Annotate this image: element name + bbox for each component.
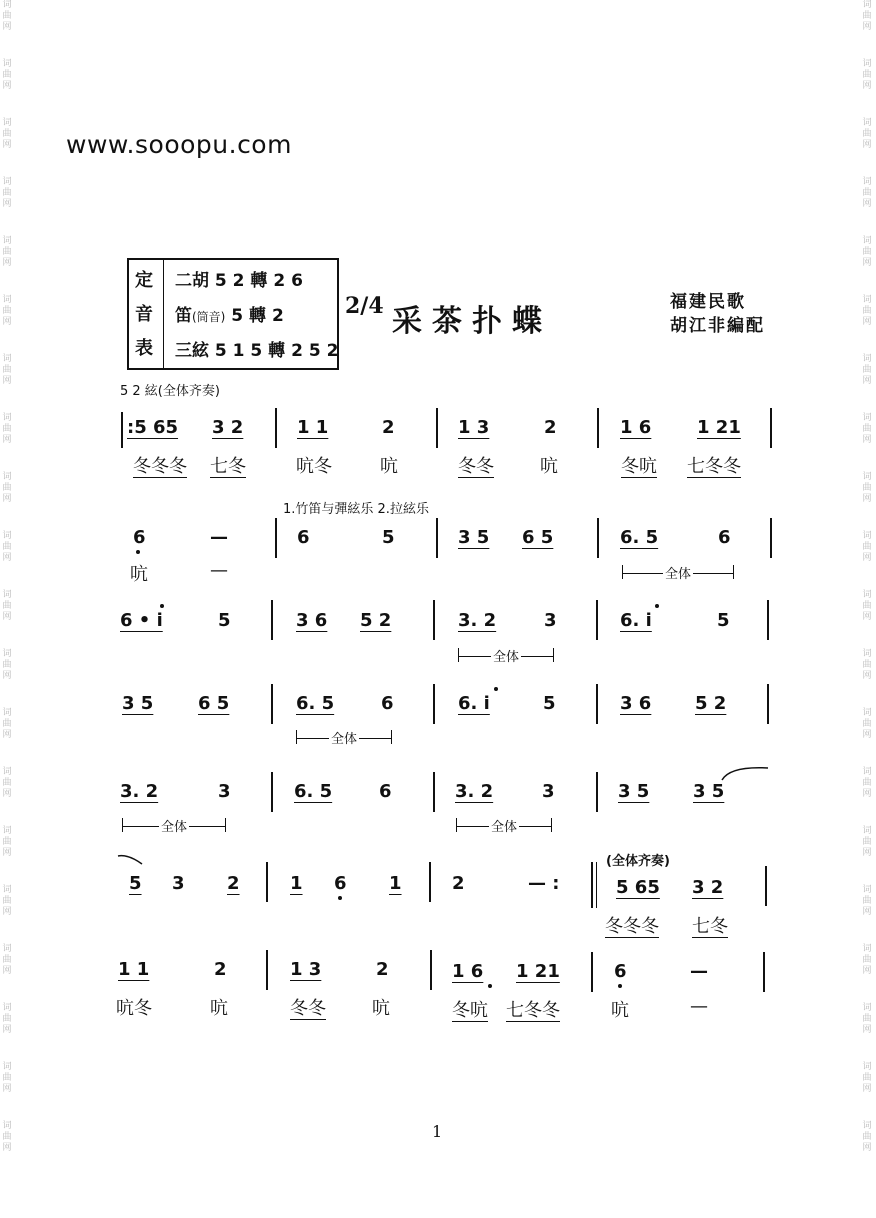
watermark-char: 词: [2, 59, 12, 69]
watermark-char: 词: [862, 885, 872, 895]
watermark-char: 曲: [862, 70, 872, 80]
watermark-char: 词: [862, 1003, 872, 1013]
note: 6: [379, 781, 392, 802]
watermark-right: [860, 0, 874, 1218]
watermark-char: 曲: [2, 129, 12, 139]
song-title: 采茶扑蝶: [392, 304, 552, 339]
watermark-char: 词: [862, 1062, 872, 1072]
barline: [271, 600, 273, 640]
note: 5 65: [616, 877, 660, 898]
barline: [770, 408, 772, 448]
watermark-char: 曲: [862, 365, 872, 375]
credit-arranger: 胡江非編配: [670, 316, 765, 336]
note: 3 5: [458, 527, 490, 548]
note: 2: [452, 873, 465, 894]
note: 1 21: [697, 417, 741, 438]
low-octave-dot: [136, 550, 140, 554]
note: 1: [290, 873, 303, 894]
lyric: —: [690, 996, 708, 1017]
watermark-char: 网: [2, 789, 12, 799]
watermark-char: 网: [2, 317, 12, 327]
watermark-char: 网: [862, 848, 872, 858]
lyric: 吭冬: [116, 998, 152, 1019]
watermark-char: 网: [2, 494, 12, 504]
note: 3 6: [296, 610, 328, 631]
tuning-erhu: 二胡 5 2 轉 2 6: [175, 271, 303, 291]
lyric: 吭: [540, 456, 558, 477]
watermark-char: 词: [2, 177, 12, 187]
watermark-char: 网: [2, 1025, 12, 1035]
lyric: 吭: [210, 998, 228, 1019]
watermark-char: 曲: [862, 306, 872, 316]
credit: [670, 290, 765, 338]
watermark-char: 词: [2, 472, 12, 482]
lyric: 冬冬: [290, 998, 326, 1019]
watermark-char: 网: [862, 1025, 872, 1035]
barline: [266, 862, 268, 902]
lyric: 吭: [611, 1000, 629, 1021]
watermark-char: 词: [862, 118, 872, 128]
barline: [596, 684, 598, 724]
watermark-char: 词: [2, 354, 12, 364]
watermark-char: 词: [862, 708, 872, 718]
watermark-char: 曲: [862, 247, 872, 257]
barline: [596, 600, 598, 640]
lyric: 吭: [372, 998, 390, 1019]
watermark-char: 词: [862, 472, 872, 482]
high-octave-dot: [655, 604, 659, 608]
low-octave-dot: [338, 896, 342, 900]
watermark-char: 网: [862, 140, 872, 150]
repeat-end-bar-thin: [596, 862, 597, 908]
watermark-char: 曲: [2, 1014, 12, 1024]
watermark-char: 网: [2, 612, 12, 622]
watermark-char: 网: [862, 553, 872, 563]
watermark-char: 曲: [2, 719, 12, 729]
intro-annotation: 5 2 絃(全体齐奏): [120, 384, 220, 399]
barline: [767, 600, 769, 640]
tie-curve: [116, 852, 146, 868]
note: 1 21: [516, 961, 560, 982]
note: 1 3: [458, 417, 490, 438]
barline: [765, 866, 767, 906]
watermark-char: 词: [2, 413, 12, 423]
barline: [597, 408, 599, 448]
watermark-char: 网: [2, 730, 12, 740]
watermark-char: 网: [2, 907, 12, 917]
note: 3. 2: [455, 781, 494, 802]
tie-curve: [720, 764, 770, 784]
barline: [436, 408, 438, 448]
watermark-char: 网: [2, 435, 12, 445]
barline: [275, 408, 277, 448]
watermark-char: 网: [862, 494, 872, 504]
note: 3 5: [693, 781, 725, 802]
end-barline: [763, 952, 765, 992]
watermark-char: 词: [862, 0, 872, 10]
watermark-char: 曲: [2, 778, 12, 788]
watermark-char: 网: [2, 376, 12, 386]
lyric: 七冬冬: [506, 1000, 560, 1021]
note: — :: [528, 873, 560, 894]
tuning-sanxian: 三絃 5 1 5 轉 2 5 2: [175, 341, 339, 361]
barline: [433, 684, 435, 724]
watermark-char: 词: [862, 767, 872, 777]
watermark-char: 词: [2, 944, 12, 954]
tuning-label-2: 音: [135, 304, 153, 325]
lyric: 冬吭: [452, 1000, 488, 1021]
tuning-dizi: 笛(筒音) 5 轉 2: [175, 306, 284, 326]
watermark-char: 网: [862, 612, 872, 622]
note: 6. 5: [294, 781, 333, 802]
lyric: 冬冬: [458, 456, 494, 477]
repeat-end-bar: [591, 862, 593, 908]
tuning-label-3: 表: [135, 338, 153, 359]
watermark-char: 网: [2, 199, 12, 209]
watermark-char: 词: [862, 177, 872, 187]
watermark-left: [0, 0, 14, 1218]
note: 1 3: [290, 959, 322, 980]
watermark-char: 曲: [2, 896, 12, 906]
note: 6: [718, 527, 731, 548]
watermark-char: 词: [862, 649, 872, 659]
watermark-char: 曲: [2, 1073, 12, 1083]
high-octave-dot: [160, 604, 164, 608]
lyric: 七冬冬: [687, 456, 741, 477]
lyric: —: [210, 560, 228, 581]
note: —: [690, 961, 708, 982]
tutti-annotation: (全体齐奏): [606, 854, 670, 869]
barline: [591, 952, 593, 992]
watermark-char: 网: [2, 1143, 12, 1153]
note: —: [210, 527, 228, 548]
watermark-char: 词: [862, 531, 872, 541]
watermark-char: 网: [862, 1084, 872, 1094]
watermark-char: 曲: [862, 778, 872, 788]
credit-origin: 福建民歌: [670, 292, 746, 312]
note: 1: [389, 873, 402, 894]
barline: [433, 600, 435, 640]
watermark-char: 词: [862, 59, 872, 69]
watermark-char: 曲: [2, 70, 12, 80]
tutti-bracket: 全体: [296, 730, 392, 744]
note: 2: [544, 417, 557, 438]
barline: [429, 862, 431, 902]
watermark-char: 词: [2, 590, 12, 600]
note: 5: [717, 610, 730, 631]
watermark-char: 曲: [862, 542, 872, 552]
watermark-char: 网: [862, 317, 872, 327]
watermark-char: 词: [862, 590, 872, 600]
watermark-char: 词: [2, 236, 12, 246]
note: 3 6: [620, 693, 652, 714]
note: 5: [382, 527, 395, 548]
watermark-char: 曲: [862, 1132, 872, 1142]
note: 2: [214, 959, 227, 980]
note: 3. 2: [458, 610, 497, 631]
watermark-char: 曲: [862, 837, 872, 847]
note: 6. i: [458, 693, 490, 714]
tuning-label-1: 定: [135, 270, 153, 291]
watermark-char: 曲: [862, 11, 872, 21]
note: 5 2: [360, 610, 392, 631]
watermark-char: 曲: [2, 11, 12, 21]
watermark-char: 词: [2, 295, 12, 305]
watermark-char: 曲: [862, 955, 872, 965]
note: 3 2: [212, 417, 244, 438]
watermark-char: 曲: [862, 424, 872, 434]
lyric: 冬冬冬: [605, 916, 659, 937]
note: 5: [543, 693, 556, 714]
note: 1 6: [620, 417, 652, 438]
watermark-char: 词: [2, 885, 12, 895]
tutti-bracket: 全体: [622, 565, 734, 579]
barline: [271, 772, 273, 812]
watermark-char: 词: [2, 767, 12, 777]
watermark-char: 网: [862, 789, 872, 799]
note: 5 2: [695, 693, 727, 714]
note: :5 65: [127, 417, 179, 438]
watermark-char: 曲: [862, 483, 872, 493]
barline: [436, 518, 438, 558]
barline: [596, 772, 598, 812]
watermark-char: 曲: [862, 188, 872, 198]
barline: [271, 684, 273, 724]
tutti-bracket: 全体: [458, 648, 554, 662]
watermark-char: 词: [862, 944, 872, 954]
watermark-char: 曲: [2, 306, 12, 316]
watermark-char: 网: [862, 81, 872, 91]
watermark-char: 网: [2, 848, 12, 858]
note: 3: [218, 781, 231, 802]
note: 5: [218, 610, 231, 631]
watermark-char: 网: [862, 1143, 872, 1153]
note: 6 5: [198, 693, 230, 714]
note: 6. 5: [296, 693, 335, 714]
page-number: 1: [432, 1122, 443, 1141]
note: 3 5: [618, 781, 650, 802]
watermark-char: 词: [862, 354, 872, 364]
watermark-char: 词: [862, 826, 872, 836]
watermark-char: 网: [2, 553, 12, 563]
note: 5: [129, 873, 142, 894]
watermark-char: 网: [2, 258, 12, 268]
watermark-char: 词: [2, 1121, 12, 1131]
watermark-char: 词: [862, 295, 872, 305]
watermark-char: 网: [862, 730, 872, 740]
watermark-char: 曲: [2, 247, 12, 257]
high-octave-dot: [494, 687, 498, 691]
tutti-bracket: 全体: [456, 818, 552, 832]
barline: [430, 950, 432, 990]
lyric: 冬吭: [621, 456, 657, 477]
watermark-char: 网: [862, 199, 872, 209]
watermark-char: 网: [862, 376, 872, 386]
watermark-char: 曲: [2, 424, 12, 434]
watermark-char: 曲: [2, 660, 12, 670]
watermark-char: 词: [2, 531, 12, 541]
watermark-char: 曲: [862, 660, 872, 670]
watermark-char: 曲: [2, 1132, 12, 1142]
barline: [597, 518, 599, 558]
watermark-char: 曲: [2, 542, 12, 552]
watermark-char: 词: [862, 1121, 872, 1131]
note: 2: [382, 417, 395, 438]
watermark-char: 词: [862, 413, 872, 423]
lyric: 冬冬冬: [133, 456, 187, 477]
watermark-char: 曲: [2, 837, 12, 847]
watermark-char: 网: [862, 966, 872, 976]
watermark-char: 曲: [862, 896, 872, 906]
note: 3. 2: [120, 781, 159, 802]
watermark-char: 网: [862, 907, 872, 917]
watermark-char: 词: [2, 649, 12, 659]
note: 2: [376, 959, 389, 980]
lyric: 吭: [130, 564, 148, 585]
watermark-char: 网: [2, 1084, 12, 1094]
tuning-table: [127, 258, 339, 370]
note: 6: [334, 873, 347, 894]
lyric: 吭冬: [296, 456, 332, 477]
note: 6 5: [522, 527, 554, 548]
watermark-char: 曲: [862, 1073, 872, 1083]
barline: [767, 684, 769, 724]
low-octave-dot: [618, 984, 622, 988]
watermark-char: 曲: [2, 483, 12, 493]
branch-annotation: 1.竹笛与彈絃乐 2.拉絃乐: [283, 502, 429, 517]
watermark-char: 网: [2, 22, 12, 32]
watermark-char: 词: [2, 1062, 12, 1072]
low-octave-dot: [488, 984, 492, 988]
watermark-char: 词: [2, 118, 12, 128]
barline: [770, 518, 772, 558]
note: 6: [614, 961, 627, 982]
watermark-char: 网: [862, 435, 872, 445]
watermark-char: 曲: [862, 1014, 872, 1024]
barline: [275, 518, 277, 558]
watermark-char: 词: [862, 236, 872, 246]
note: 6: [381, 693, 394, 714]
watermark-char: 曲: [2, 955, 12, 965]
lyric: 七冬: [210, 456, 246, 477]
watermark-char: 网: [2, 671, 12, 681]
watermark-char: 曲: [862, 601, 872, 611]
lyric: 七冬: [692, 916, 728, 937]
watermark-char: 网: [2, 81, 12, 91]
note: 3: [544, 610, 557, 631]
watermark-char: 词: [2, 826, 12, 836]
note: 1 1: [297, 417, 329, 438]
note: 6. i: [620, 610, 652, 631]
watermark-char: 词: [2, 0, 12, 10]
note: 1 1: [118, 959, 150, 980]
note: 6. 5: [620, 527, 659, 548]
tutti-bracket: 全体: [122, 818, 226, 832]
watermark-char: 曲: [862, 129, 872, 139]
note: 6: [133, 527, 146, 548]
note: 3: [542, 781, 555, 802]
watermark-char: 曲: [862, 719, 872, 729]
watermark-char: 网: [862, 671, 872, 681]
watermark-char: 网: [2, 966, 12, 976]
note: 6 • i: [120, 610, 163, 631]
watermark-char: 网: [862, 258, 872, 268]
note: 3: [172, 873, 185, 894]
watermark-char: 词: [2, 708, 12, 718]
note: 3 2: [692, 877, 724, 898]
note: 6: [297, 527, 310, 548]
watermark-char: 网: [2, 140, 12, 150]
watermark-char: 曲: [2, 601, 12, 611]
site-url: www.sooopu.com: [66, 130, 292, 159]
watermark-char: 词: [2, 1003, 12, 1013]
watermark-char: 曲: [2, 365, 12, 375]
watermark-char: 曲: [2, 188, 12, 198]
lyric: 吭: [380, 456, 398, 477]
time-signature: 2/4: [345, 293, 384, 319]
barline: [266, 950, 268, 990]
note: 2: [227, 873, 240, 894]
watermark-char: 网: [862, 22, 872, 32]
repeat-start-bar: [121, 412, 123, 448]
note: 3 5: [122, 693, 154, 714]
barline: [433, 772, 435, 812]
note: 1 6: [452, 961, 484, 982]
